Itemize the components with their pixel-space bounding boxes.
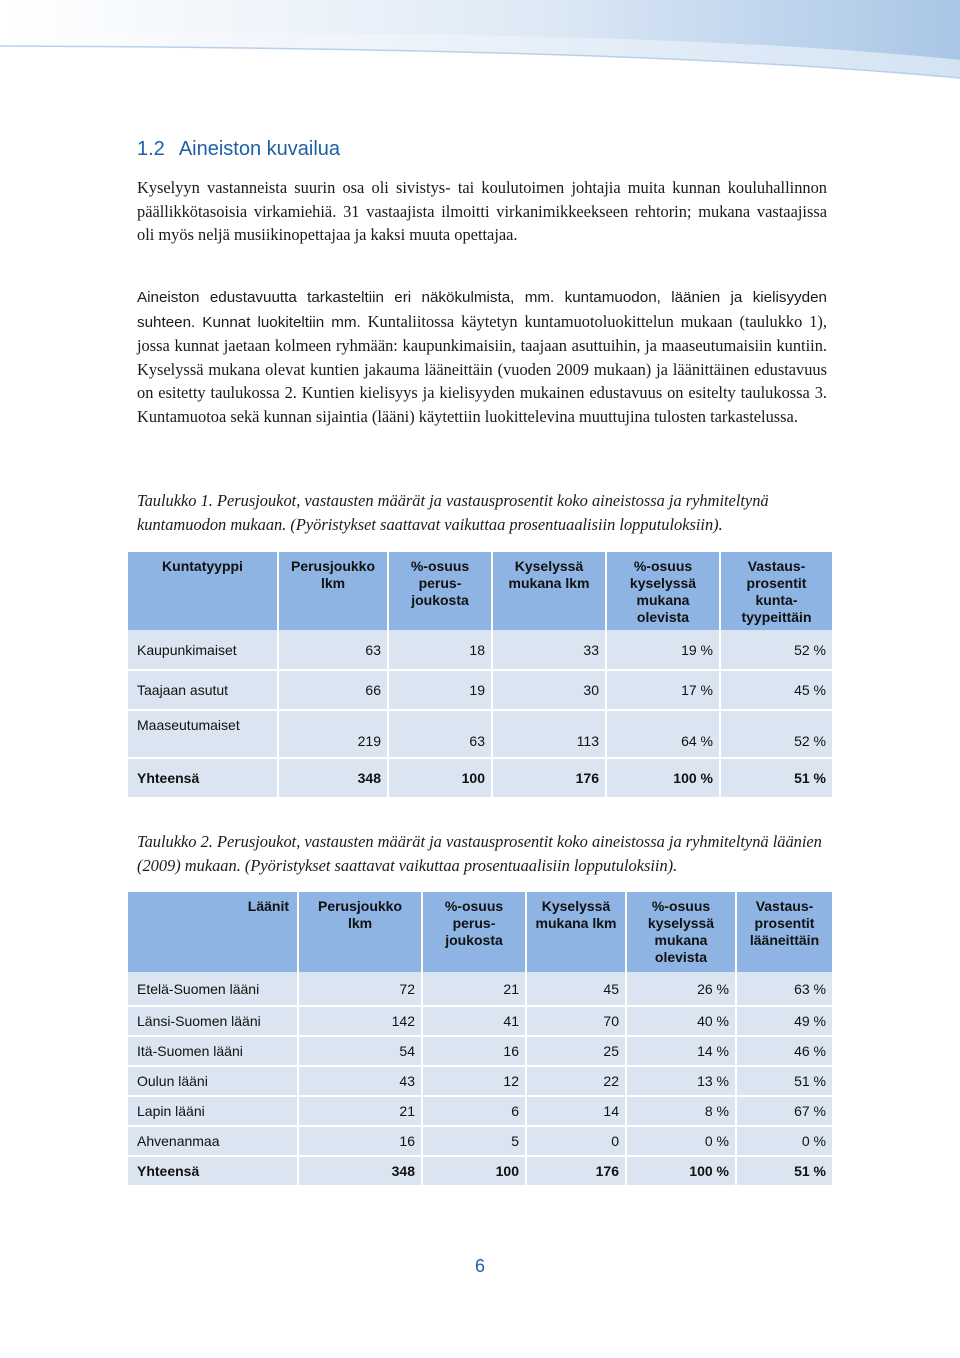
table-cell: 64 %: [606, 710, 720, 758]
table-cell: 43: [298, 1066, 422, 1096]
table-cell: 6: [422, 1096, 526, 1126]
table-cell: 51 %: [736, 1066, 832, 1096]
table-cell: 63: [388, 710, 492, 758]
table-cell: 14: [526, 1096, 626, 1126]
table-cell: 51 %: [720, 758, 832, 798]
table-provinces: [128, 892, 832, 1187]
table-cell: 45 %: [720, 670, 832, 710]
table-cell: 0 %: [626, 1126, 736, 1156]
paragraph-respondents: Kyselyyn vastanneista suurin osa oli sivistys- tai koulutoimen johtajia muita kunnan kouluhallinnon päällikkötasoisia virkamiehiä. 31 vastaajista ilmoitti virkanimikkeekseen rehtorin; mukana vastaajissa oli myös neljä musiikinopettajaa ja kaksi muuta opettajaa.: [137, 178, 827, 245]
table-total-row: [128, 1156, 832, 1186]
section-number: 1.2: [137, 138, 165, 160]
table-cell: 52 %: [720, 630, 832, 670]
table-cell: 70: [526, 1006, 626, 1036]
table-cell: 33: [492, 630, 606, 670]
table1-header-cell: %-osuus kyselyssä mukana olevista: [606, 552, 720, 630]
table-cell: 40 %: [626, 1006, 736, 1036]
paragraph-rest: Kuntaliitossa käytetyn kuntamuotoluokittelun mukaan (taulukko 1), jossa kunnat jaetaan kolmeen ryhmään: kaupunkimaisiin, taajaan asuttuihin, ja maaseutumaisiin kuntiin. Kyselyssä mukana olevat kuntien jakauma lääneittäin (vuoden 2009 mukaan) ja läänittäinen edustavuus on esitetty taulukossa 2. Kuntien kielisyys ja kielisyyden mukainen edustavuus on esitelty taulukossa 3. Kuntamuotoa sekä kunnan sijaintia (lääni) käytettiin luokittelevina muuttujina tulosten tarkastelussa.: [137, 311, 827, 426]
table-cell: 12: [422, 1066, 526, 1096]
table-cell: 72: [298, 972, 422, 1006]
table-cell: 25: [526, 1036, 626, 1066]
table-cell: 63: [278, 630, 388, 670]
table-row: [128, 1066, 832, 1096]
table1-header-cell: Perusjoukko lkm: [278, 552, 388, 630]
paragraph-lead: Aineiston edustavuutta tarkasteltiin eri näkökulmista, mm. kuntamuodon, läänien ja kielisyyden suhteen. Kunnat luokiteltiin mm.: [137, 289, 827, 331]
table-cell: 21: [298, 1096, 422, 1126]
table-row: [128, 1036, 832, 1066]
table-cell: 16: [422, 1036, 526, 1066]
table1-header-cell: Kyselyssä mukana lkm: [492, 552, 606, 630]
table1-header-cell: %-osuus perus-joukosta: [388, 552, 492, 630]
table-cell: Lapin lääni: [128, 1096, 298, 1126]
table2-caption: Taulukko 2. Perusjoukot, vastausten määrät ja vastausprosentit koko aineistossa ja ryhmiteltynä läänien (2009) mukaan. (Pyöristykset saattavat vaikuttaa prosentuaalisiin lopputuloksiin).: [137, 832, 822, 875]
table-cell: 219: [278, 710, 388, 758]
table-cell: 100 %: [606, 758, 720, 798]
table-cell: 13 %: [626, 1066, 736, 1096]
table-cell: Yhteensä: [128, 1156, 298, 1186]
table-cell: 18: [388, 630, 492, 670]
table1-caption: Taulukko 1. Perusjoukot, vastausten määrät ja vastausprosentit koko aineistossa ja ryhmiteltynä kuntamuodon mukaan. (Pyöristykset saattavat vaikuttaa prosentuaalisiin lopputuloksiin).: [137, 491, 769, 534]
table2-header-cell: Kyselyssä mukana lkm: [526, 892, 626, 972]
table2-header-cell: Vastaus-prosentit lääneittäin: [736, 892, 832, 972]
table-row: [128, 630, 832, 670]
table-row: [128, 670, 832, 710]
table-cell: 26 %: [626, 972, 736, 1006]
table-cell: Itä-Suomen lääni: [128, 1036, 298, 1066]
table-cell: 17 %: [606, 670, 720, 710]
header-decoration: [0, 0, 960, 110]
table-cell: 176: [526, 1156, 626, 1186]
table-cell: 348: [298, 1156, 422, 1186]
table-cell: 51 %: [736, 1156, 832, 1186]
table-cell: 21: [422, 972, 526, 1006]
table-cell: 19 %: [606, 630, 720, 670]
table-municipality-types: [128, 552, 832, 799]
table-cell: 52 %: [720, 710, 832, 758]
table-cell: Ahvenanmaa: [128, 1126, 298, 1156]
table-cell: Maaseutumaiset: [128, 710, 278, 758]
section-heading: [137, 138, 340, 161]
table-cell: 100: [388, 758, 492, 798]
table-cell: 5: [422, 1126, 526, 1156]
table-cell: 49 %: [736, 1006, 832, 1036]
table-cell: Yhteensä: [128, 758, 278, 798]
table2-header-cell: %-osuus perus-joukosta: [422, 892, 526, 972]
table-cell: 100: [422, 1156, 526, 1186]
table-cell: 45: [526, 972, 626, 1006]
table-cell: 113: [492, 710, 606, 758]
table1-header-cell: Kuntatyyppi: [128, 552, 278, 630]
section-title: Aineiston kuvailua: [178, 138, 341, 160]
table-cell: 30: [492, 670, 606, 710]
table-cell: 176: [492, 758, 606, 798]
table-cell: Länsi-Suomen lääni: [128, 1006, 298, 1036]
table-cell: Etelä-Suomen lääni: [128, 972, 298, 1006]
table-cell: 67 %: [736, 1096, 832, 1126]
table-row: [128, 972, 832, 1006]
table-cell: 348: [278, 758, 388, 798]
table-cell: 63 %: [736, 972, 832, 1006]
table-cell: 0 %: [736, 1126, 832, 1156]
table-cell: Oulun lääni: [128, 1066, 298, 1096]
page-number: 6: [474, 1256, 485, 1276]
table2-header-cell: %-osuus kyselyssä mukana olevista: [626, 892, 736, 972]
paragraph-representativeness: [137, 285, 827, 429]
table-cell: 0: [526, 1126, 626, 1156]
table-total-row: [128, 758, 832, 798]
table-cell: 22: [526, 1066, 626, 1096]
table2-header-cell: Läänit: [128, 892, 298, 972]
table-cell: 14 %: [626, 1036, 736, 1066]
table-cell: 41: [422, 1006, 526, 1036]
table-cell: 46 %: [736, 1036, 832, 1066]
table-cell: 66: [278, 670, 388, 710]
table-cell: 142: [298, 1006, 422, 1036]
table-row: [128, 1096, 832, 1126]
table-cell: 100 %: [626, 1156, 736, 1186]
table-cell: 8 %: [626, 1096, 736, 1126]
table-cell: Taajaan asutut: [128, 670, 278, 710]
table-row: [128, 1006, 832, 1036]
table-cell: Kaupunkimaiset: [128, 630, 278, 670]
table-cell: 19: [388, 670, 492, 710]
table1-header-cell: Vastaus-prosentit kunta-tyypeittäin: [720, 552, 832, 630]
table-cell: 16: [298, 1126, 422, 1156]
table-row: [128, 710, 832, 758]
table-cell: 54: [298, 1036, 422, 1066]
table-row: [128, 1126, 832, 1156]
table2-header-cell: Perusjoukko lkm: [298, 892, 422, 972]
